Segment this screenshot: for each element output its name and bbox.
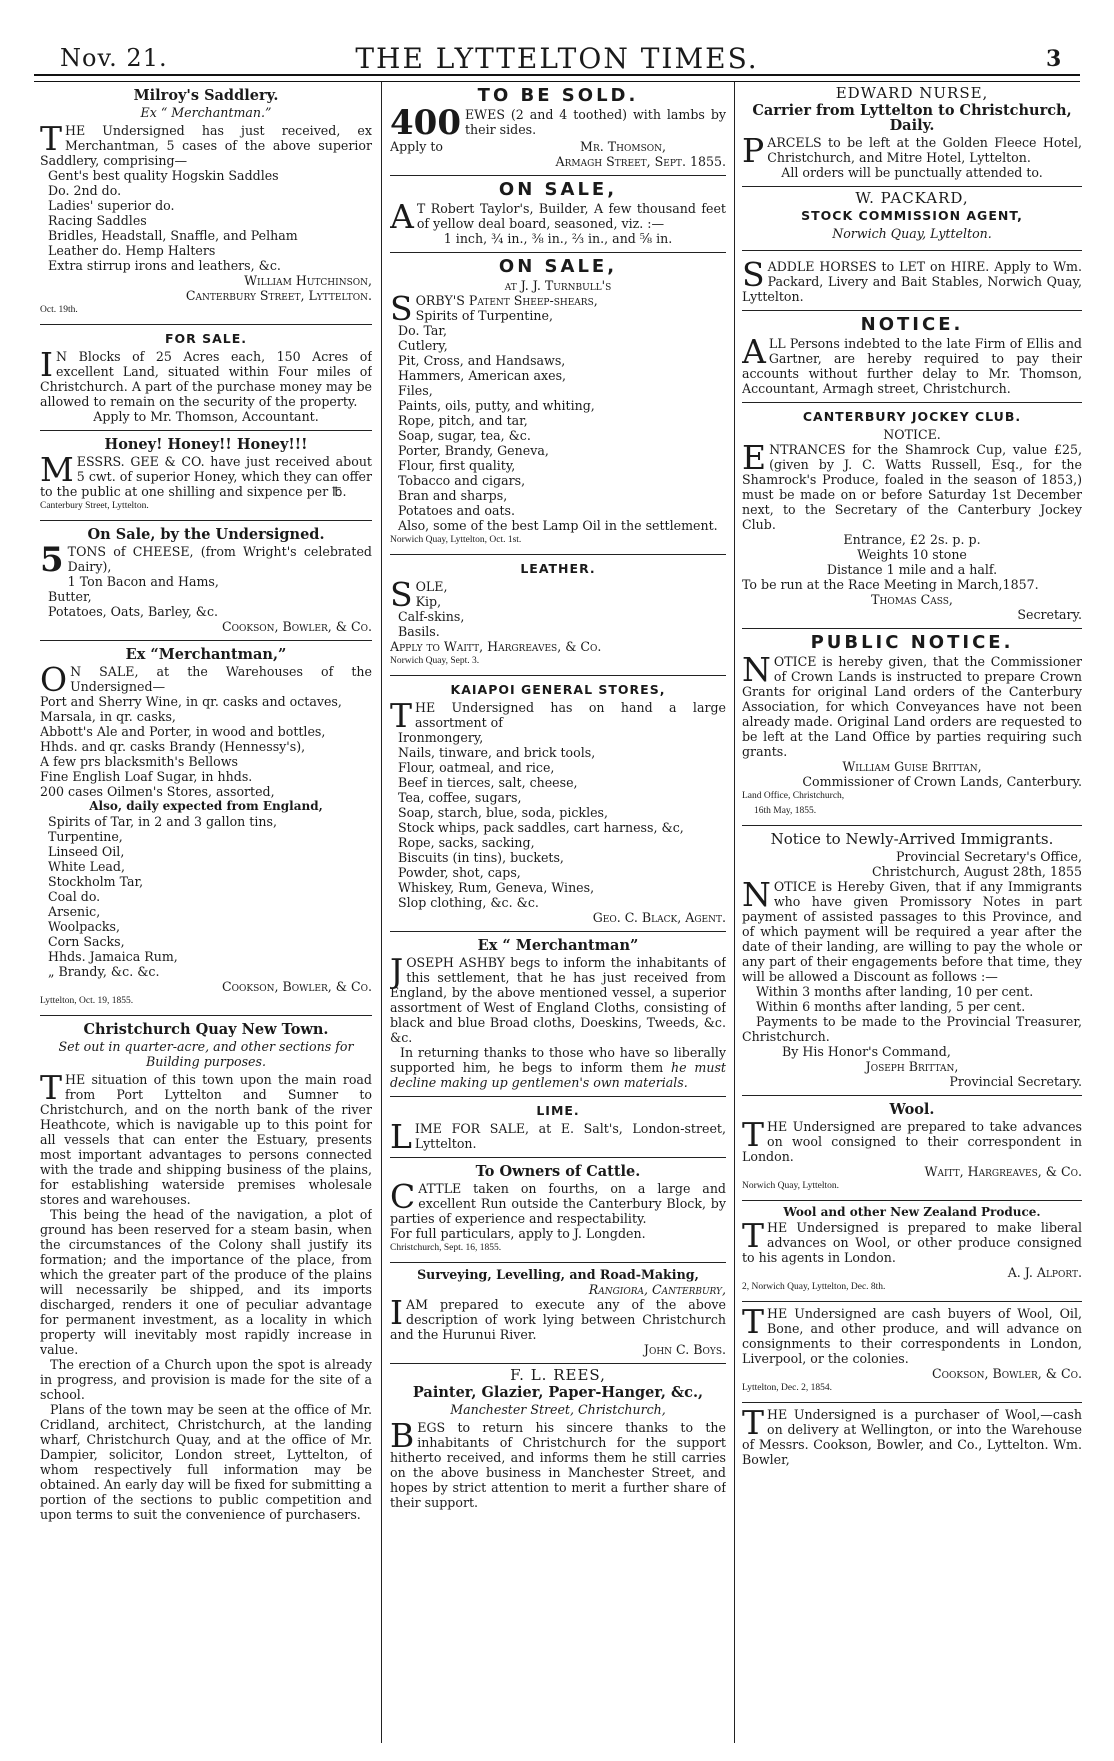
apply-line: For full particulars, apply to J. Longden. (390, 1226, 646, 1241)
ad-merchantman-wines (40, 641, 372, 1016)
item-list (40, 694, 372, 799)
list-item: Bran and sharps, (398, 488, 508, 503)
column-1 (40, 82, 372, 1751)
ad-title: KAIAPOI GENERAL STORES, (450, 682, 666, 697)
ad-body: T Robert Taylor's, Builder, A few thousand feet of yellow deal board, seasoned, viz. :— (416, 201, 726, 231)
ad-taylor-deal (390, 176, 726, 253)
ad-title: PUBLIC NOTICE. (810, 632, 1014, 653)
list-item: Flour, oatmeal, and rice, (398, 760, 555, 775)
paragraph: Payments to be made to the Provincial Treasurer, Christchurch. (742, 1014, 1082, 1044)
ad-title: NOTICE. (860, 314, 964, 335)
drop-cap: J (390, 951, 404, 990)
list-item: Butter, (48, 589, 92, 604)
drop-cap: T (742, 1216, 765, 1255)
item-list (40, 574, 372, 619)
ad-title: Wool. (889, 1101, 935, 1118)
list-item: Potatoes, Oats, Barley, &c. (48, 604, 219, 619)
ad-christchurch-quay (40, 1016, 372, 1528)
ad-surveying (390, 1263, 726, 1364)
paragraph: Also, some of the best Lamp Oil in the settlement. (398, 518, 718, 533)
ad-body: TONS of CHEESE, (from Wright's celebrated Dairy), (67, 544, 372, 574)
signature: Cookson, Bowler, & Co. (932, 1366, 1082, 1381)
address: Norwich Quay, Sept. 3. (390, 656, 480, 666)
ad-body: NTRANCES for the Shamrock Cup, value £25, (given by J. C. Watts Russell, Esq., for the Shamrock's Produce, foaled in the season of 1853,) must be made on or before Saturday 1st December next, to the Secretary of the Canterbury Jockey Club. (742, 442, 1082, 532)
item-list (40, 814, 372, 979)
ad-title: Carrier from Lyttelton to Christchurch, Daily. (752, 102, 1072, 134)
sizes: 1 inch, ¾ in., ⅜ in., ⅔ in., and ⅝ in. (443, 231, 673, 246)
list-item: Nails, tinware, and brick tools, (398, 745, 596, 760)
list-item: Files, (398, 383, 433, 398)
date: Oct. 19th. (40, 305, 78, 315)
list-item: Rope, pitch, and tar, (398, 413, 528, 428)
ad-cheese (40, 521, 372, 641)
ad-saddlery (40, 82, 372, 325)
signature: William Hutchinson, (244, 273, 372, 288)
ad-body: N SALE, at the Warehouses of the Undersigned— (70, 664, 372, 694)
address: Lyttelton, Dec. 2, 1854. (742, 1383, 832, 1393)
ad-wool-purchaser (742, 1403, 1082, 1473)
place: Manchester Street, Christchurch, (450, 1402, 666, 1417)
ad-public-notice (742, 629, 1082, 826)
ad-title: Painter, Glazier, Paper-Hanger, &c., (412, 1384, 704, 1401)
name: W. PACKARD, (855, 189, 969, 207)
address: Christchurch, Sept. 16, 1855. (390, 1243, 502, 1253)
ad-body: HE Undersigned has on hand a large assortment of (415, 700, 726, 730)
ad-honey (40, 431, 372, 521)
drop-cap: C (390, 1177, 416, 1216)
list-item: Fine English Loaf Sugar, in hhds. (40, 769, 253, 784)
date: Christchurch, August 28th, 1855 (872, 864, 1082, 879)
item-list (390, 730, 726, 910)
list-item: „ Brandy, &c. &c. (48, 964, 160, 979)
drop-cap: L (390, 1117, 412, 1156)
ad-body: ARCELS to be left at the Golden Fleece Hotel, Christchurch, and Mitre Hotel, Lyttelton. (767, 135, 1082, 165)
drop-cap: T (742, 1115, 765, 1154)
drop-cap: M (40, 450, 74, 489)
list-item: 1 Ton Bacon and Hams, (67, 574, 219, 589)
signature: Cookson, Bowler, & Co. (222, 979, 372, 994)
office: Provincial Secretary's Office, (896, 849, 1082, 864)
ad-title: Ex “Merchantman,” (125, 646, 287, 663)
signature: Cookson, Bowler, & Co. (222, 619, 372, 634)
list-item: Tea, coffee, sugars, (398, 790, 522, 805)
list-item: Stock whips, pack saddles, cart harness, &c, (398, 820, 684, 835)
drop-cap: T (742, 1302, 765, 1341)
newspaper-title: THE LYTTELTON TIMES. (355, 42, 759, 75)
ad-packard (742, 187, 1082, 251)
list-item: Leather do. Hemp Halters (48, 243, 216, 258)
drop-cap: T (40, 1068, 63, 1107)
drop-cap: B (390, 1416, 415, 1455)
paragraph: OSEPH ASHBY begs to inform the inhabitants of this settlement, that he has just received from England, by the above mentioned vessel, a superior assortment of West of England Cloths, consisting of black and blue Broad cloths, Doeskins, Tweeds, &c. &c. (390, 955, 726, 1045)
ad-edward-nurse (742, 82, 1082, 187)
ad-cattle (390, 1158, 726, 1263)
ad-title: LEATHER. (520, 561, 596, 576)
address: Canterbury Street, Lyttelton. (40, 501, 149, 511)
item-list (390, 308, 726, 518)
date: Lyttelton, Oct. 19, 1855. (40, 996, 134, 1006)
list-item: Whiskey, Rum, Geneva, Wines, (398, 880, 595, 895)
ad-body: OTICE is Hereby Given, that if any Immigrants who have given Promissory Notes in part payment of assisted passages to this Province, and of which payment will be required a year after the date of their landing, are willing to pay the whole or any part of their engagements before that time, they will be allowed a Discount as follows :— (742, 879, 1082, 984)
list-item: Corn Sacks, (48, 934, 125, 949)
list-item: Arsenic, (48, 904, 101, 919)
drop-cap: A (390, 197, 414, 236)
list-item: Spirits of Tar, in 2 and 3 gallon tins, (48, 814, 277, 829)
signature: Thomas Cass, (871, 592, 953, 607)
list-item: Biscuits (in tins), buckets, (398, 850, 564, 865)
signature: William Guise Brittan, (842, 759, 982, 774)
list-item: Potatoes and oats. (398, 503, 515, 518)
ad-title: Ex “ Merchantman” (477, 937, 639, 954)
list-item: Slop clothing, &c. &c. (398, 895, 539, 910)
list-item: Paints, oils, putty, and whiting, (398, 398, 595, 413)
drop-cap: A (742, 332, 766, 371)
paragraph: Plans of the town may be seen at the office of Mr. Cridland, architect, Christchurch, at the landing wharf, Christchurch Quay, and at the office of Mr. Dampier, solicitor, London street, Lyttelton, of whom respectively full information may be obtained. An early day will be fixed for submitting a portion of the sections to public competition and upon terms to suit the convenience of purchasers. (40, 1402, 372, 1522)
apply-line: Apply to Mr. Thomson, Accountant. (93, 409, 319, 424)
list-item: Powder, shot, caps, (398, 865, 521, 880)
ad-subtitle: Set out in quarter-acre, and other sections for Building purposes. (58, 1039, 354, 1069)
column-divider (734, 82, 735, 1743)
ad-body: EWES (2 and 4 toothed) with lambs by their sides. (464, 107, 726, 137)
list-item: 200 cases Oilmen's Stores, assorted, (40, 784, 275, 799)
drop-cap: S (390, 575, 413, 614)
ad-wool (742, 1096, 1082, 1201)
list-item: Porter, Brandy, Geneva, (398, 443, 549, 458)
ad-body: N Blocks of 25 Acres each, 150 Acres of excellent Land, situated within Four miles of Christchurch. A part of the purchase money may be allowed to remain on the security of the property. (40, 349, 372, 409)
ad-body: AM prepared to execute any of the above description of work lying between Christchurch and the Hurunui River. (390, 1297, 726, 1342)
ad-title: Surveying, Levelling, and Road-Making, (417, 1267, 699, 1282)
ad-title: On Sale, by the Undersigned. (87, 526, 325, 543)
big-number: 400 (390, 103, 461, 143)
column-3 (742, 82, 1082, 1751)
run: To be run at the Race Meeting in March,1857. (742, 577, 1039, 592)
list-item: Soap, starch, blue, soda, pickles, (398, 805, 609, 820)
ad-saddle-horses (742, 251, 1082, 311)
drop-cap: E (742, 438, 767, 477)
drop-cap: P (742, 131, 765, 170)
list-item: Bridles, Headstall, Snaffle, and Pelham (48, 228, 298, 243)
ad-joseph-ashby (390, 932, 726, 1097)
entrance: Entrance, £2 2s. p. p. (843, 532, 981, 547)
place: Rangiora, Canterbury, (588, 1282, 726, 1297)
item-list (40, 168, 372, 273)
address: Armagh Street, Sept. 1855. (555, 154, 726, 169)
ad-subtitle: Ex “ Merchantman.” (140, 105, 272, 120)
ad-jockey-club (742, 403, 1082, 629)
list-item: Abbott's Ale and Porter, in wood and bottles, (40, 724, 326, 739)
list-item: Do. 2nd do. (48, 183, 122, 198)
list-item: A few prs blacksmith's Bellows (40, 754, 238, 769)
list-item: Hhds. Jamaica Rum, (48, 949, 178, 964)
ad-title: To Owners of Cattle. (475, 1163, 641, 1180)
list-item: Hammers, American axes, (398, 368, 567, 383)
drop-cap: S (742, 255, 765, 294)
list-item: Coal do. (48, 889, 101, 904)
drop-cap: S (390, 289, 413, 328)
ad-subtitle: NOTICE. (883, 427, 941, 442)
list-item: Do. Tar, (398, 323, 448, 338)
role: Provincial Secretary. (949, 1074, 1082, 1089)
list-item: Cutlery, (398, 338, 448, 353)
list-item: Ironmongery, (398, 730, 484, 745)
paragraph: In returning thanks to those who have so liberally supported him, he begs to inform them (390, 1045, 726, 1075)
list-item: Spirits of Turpentine, (415, 308, 553, 323)
office: Land Office, Christchurch, (742, 791, 845, 801)
date: 16th May, 1855. (754, 806, 817, 816)
drop-cap: T (742, 1403, 765, 1442)
ad-title: STOCK COMMISSION AGENT, (801, 208, 1023, 223)
list-item: Extra stirrup irons and leathers, &c. (48, 258, 281, 273)
paragraph: The erection of a Church upon the spot is already in progress, and provision is made for the site of a school. (40, 1357, 372, 1402)
ad-body: LL Persons indebted to the late Firm of Ellis and Gartner, are hereby required to pay their accounts without further delay to Mr. Thomson, Accountant, Armagh street, Christchurch. (742, 336, 1082, 396)
list-item: Turpentine, (48, 829, 123, 844)
sub-heading: Also, daily expected from England, (89, 799, 323, 813)
ad-title: Milroy's Saddlery. (133, 87, 279, 104)
name: F. L. REES, (510, 1366, 606, 1384)
list-item: Pit, Cross, and Handsaws, (398, 353, 566, 368)
discount-line: Within 3 months after landing, 10 per cent. (756, 984, 1034, 999)
ad-turnbull (390, 253, 726, 555)
note: All orders will be punctually attended to. (781, 165, 1043, 180)
ad-body: HE Undersigned is prepared to make liberal advances on Wool, or other produce consigned to his agents in London. (742, 1220, 1082, 1265)
address: Norwich Quay, Lyttelton. (742, 1181, 840, 1191)
apply-line: Apply to (390, 139, 444, 154)
list-item: Gent's best quality Hogskin Saddles (48, 168, 279, 183)
list-item: White Lead, (48, 859, 125, 874)
list-item: Linseed Oil, (48, 844, 125, 859)
drop-cap: T (40, 119, 63, 158)
signature: A. J. Alport. (1007, 1265, 1082, 1280)
signature: Joseph Brittan, (865, 1059, 959, 1074)
ad-body: HE Undersigned are prepared to take advances on wool consigned to their correspondent in London. (742, 1119, 1082, 1164)
ad-body: EGS to return his sincere thanks to the inhabitants of Christchurch for the support hitherto received, and informs them he still carries on the above business in Manchester Street, and hopes by strict attention to merit a further share of their support. (390, 1420, 726, 1510)
ad-cash-buyers (742, 1302, 1082, 1403)
command: By His Honor's Command, (782, 1044, 951, 1059)
list-item: Calf-skins, (398, 609, 465, 624)
place: Norwich Quay, Lyttelton. (832, 226, 992, 241)
ad-body: HE Undersigned are cash buyers of Wool, Oil, Bone, and other produce, and will advance on consignments to their correspondents in London, Liverpool, or the colonies. (742, 1306, 1082, 1366)
paragraph-italic: he must decline making up gentlemen's own materials. (390, 1060, 726, 1090)
drop-cap: I (390, 1293, 404, 1332)
ad-nz-produce (742, 1201, 1082, 1302)
list-item: Tobacco and cigars, (398, 473, 526, 488)
signature: John C. Boys. (643, 1342, 726, 1357)
list-item: Stockholm Tar, (48, 874, 144, 889)
ad-body: ORBY'S Patent Sheep-shears, (415, 293, 598, 308)
name: EDWARD NURSE, (835, 84, 989, 102)
ad-land-for-sale (40, 325, 372, 431)
ad-body: ESSRS. GEE & CO. have just received about 5 cwt. of superior Honey, which they can offer to the public at one shilling and sixpence per ℔. (40, 454, 372, 499)
list-item: OLE, (415, 579, 448, 594)
ad-title: Christchurch Quay New Town. (83, 1021, 329, 1038)
list-item: Soap, sugar, tea, &c. (398, 428, 531, 443)
list-item: Basils. (398, 624, 440, 639)
list-item: Kip, (415, 594, 442, 609)
ad-body: HE Undersigned is a purchaser of Wool,—cash on delivery at Wellington, or into the Warehouse of Messrs. Cookson, Bowler, and Co., Lyttelton. Wm. Bowler, (742, 1407, 1082, 1467)
masthead-rule (34, 74, 1080, 82)
ad-title: Honey! Honey!! Honey!!! (104, 436, 308, 453)
page-number: 3 (1046, 46, 1062, 72)
ad-body: ADDLE HORSES to LET on HIRE. Apply to Wm. Packard, Livery and Bait Stables, Norwich Quay, Lyttelton. (742, 259, 1082, 304)
list-item: Flour, first quality, (398, 458, 516, 473)
ad-title: Wool and other New Zealand Produce. (783, 1205, 1041, 1219)
apply-line: Apply to Waitt, Hargreaves, & Co. (390, 639, 602, 654)
address: Norwich Quay, Lyttelton, Oct. 1st. (390, 535, 522, 545)
list-item: Hhds. and qr. casks Brandy (Hennessy's), (40, 739, 306, 754)
list-item: Ladies' superior do. (48, 198, 175, 213)
role: Secretary. (1017, 607, 1082, 622)
address: Canterbury Street, Lyttelton. (185, 288, 372, 303)
ad-rees-painter (390, 1364, 726, 1516)
ad-body: ATTLE taken on fourths, on a large and excellent Run outside the Canterbury Block, by parties of experience and respectability. (390, 1181, 726, 1226)
list-item: Rope, sacks, sacking, (398, 835, 535, 850)
discount-line: Within 6 months after landing, 5 per cent. (756, 999, 1026, 1014)
role: Commissioner of Crown Lands, Canterbury. (802, 774, 1082, 789)
masthead (0, 0, 1114, 75)
ad-title: ON SALE, (498, 256, 618, 277)
ad-lime (390, 1097, 726, 1158)
list-item: Woolpacks, (48, 919, 121, 934)
ad-immigrants (742, 826, 1082, 1096)
big-number: 5 (40, 540, 64, 580)
list-item: Beef in tierces, salt, cheese, (398, 775, 578, 790)
ad-title: LIME. (536, 1103, 580, 1118)
ad-kaiapoi-stores (390, 676, 726, 932)
ad-body: HE Undersigned has just received, ex Merchantman, 5 cases of the above superior Saddlery, comprising— (40, 123, 372, 168)
paragraph: This being the head of the navigation, a plot of ground has been reserved for a steam basin, when the circumstances of the Colony shall justify its formation; and the importance of the place, from which the greater part of the produce of the plains will necessarily be shipped, and its imports discharged, renders it one of peculiar advantage for permanent investment, as a locality in which property will inevitably most rapidly increase in value. (40, 1207, 372, 1357)
distance: Distance 1 mile and a half. (826, 562, 998, 577)
name: Mr. Thomson, (580, 139, 666, 154)
ad-title: FOR SALE. (164, 331, 248, 346)
ad-notice-ellis-gartner (742, 311, 1082, 403)
drop-cap: N (742, 650, 771, 689)
ad-subtitle: at J. J. Turnbull's (504, 278, 612, 293)
signature: Waitt, Hargreaves, & Co. (924, 1164, 1082, 1179)
ad-body: OTICE is hereby given, that the Commissioner of Crown Lands is instructed to prepare Crown Grants for original Land orders of the Canterbury Association, for which Conveyances have not been already made. Original Land orders are requested to be left at the Land Office by parties requiring such grants. (742, 654, 1082, 759)
column-divider (381, 82, 382, 1743)
column-2 (390, 82, 726, 1751)
issue-date: Nov. 21. (60, 44, 168, 72)
address: 2, Norwich Quay, Lyttelton, Dec. 8th. (742, 1282, 886, 1292)
drop-cap: T (390, 696, 413, 735)
paragraph: HE situation of this town upon the main road from Port Lyttelton and Sumner to Christchurch, and on the north bank of the river Heathcote, which is navigable up to this point for all vessels that can enter the Estuary, presents most important advantages to persons connected with the trade and shipping business of the plains, for establishing waterside premises wholesale stores and warehouses. (40, 1072, 372, 1207)
ad-body: IME FOR SALE, at E. Salt's, London-street, Lyttelton. (414, 1121, 726, 1151)
drop-cap: I (40, 345, 54, 384)
ad-title: TO BE SOLD. (477, 85, 639, 106)
list-item: Marsala, in qr. casks, (40, 709, 176, 724)
ad-title: ON SALE, (498, 179, 618, 200)
drop-cap: N (742, 875, 771, 914)
list-item: Port and Sherry Wine, in qr. casks and octaves, (40, 694, 342, 709)
list-item: Racing Saddles (48, 213, 147, 228)
ad-leather (390, 555, 726, 676)
ad-title: CANTERBURY JOCKEY CLUB. (802, 409, 1022, 424)
weights: Weights 10 stone (857, 547, 967, 562)
drop-cap: O (40, 660, 68, 699)
signature: Geo. C. Black, Agent. (592, 910, 726, 925)
ad-ewes (390, 82, 726, 176)
ad-title: Notice to Newly-Arrived Immigrants. (770, 830, 1054, 848)
item-list (390, 594, 726, 639)
